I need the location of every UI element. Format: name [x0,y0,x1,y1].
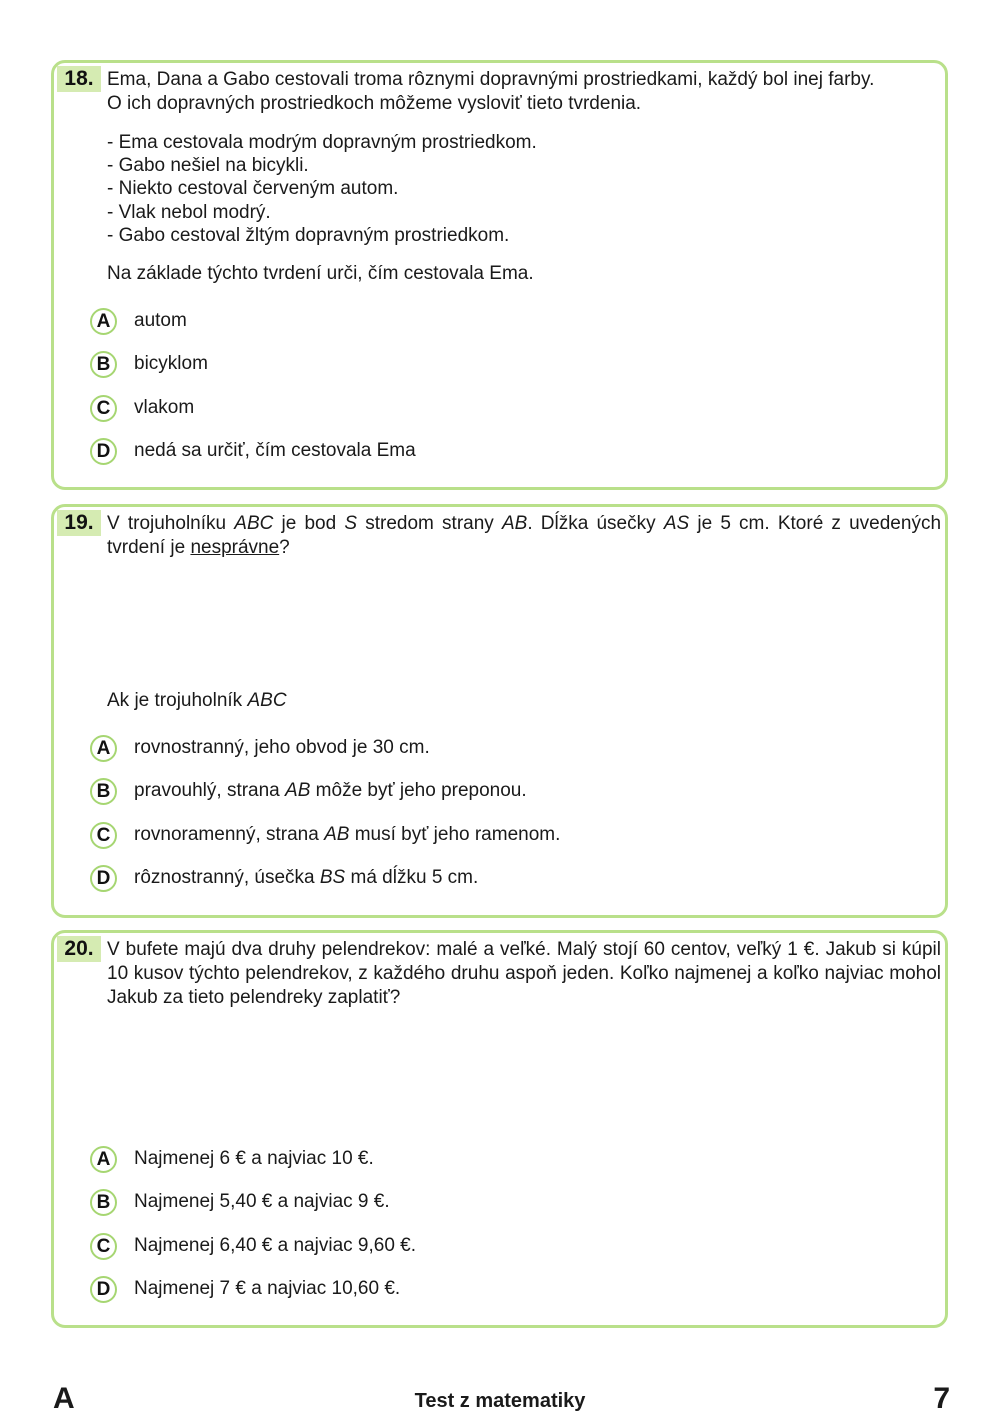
text-part: AB [501,513,528,534]
option-label-part: rovnoramenný, strana [134,824,325,845]
option-label: autom [134,310,187,331]
page-number: 7 [933,1382,950,1415]
option-label-part: musí byť jeho ramenom. [349,824,561,845]
option-letter-badge[interactable]: B [90,351,117,378]
question-text-line: Ema, Dana a Gabo cestovali troma rôznymi dopravnými prostriedkami, každý bol inej farby. [107,69,875,90]
text-part: stredom strany [357,513,502,534]
text-part: V trojuholníku [107,513,235,534]
option-label-part: rôznostranný, úsečka [134,867,320,888]
answer-option-d[interactable] [90,436,416,466]
option-label-part: AB [324,824,350,845]
option-letter-badge[interactable]: C [90,822,117,849]
prompt-part: Ak je trojuholník [107,690,248,711]
statement-item: - Niekto cestoval červeným autom. [107,177,537,200]
text-part: . Dĺžka úsečky [527,513,664,534]
question-20-box [51,930,948,1328]
prompt-part: ABC [247,690,287,711]
statement-item: - Gabo cestoval žltým dopravným prostriedkom. [107,224,537,247]
option-letter-badge[interactable]: B [90,1189,117,1216]
question-text [107,68,941,116]
emphasized-word: nesprávne [190,537,280,558]
option-letter-badge[interactable]: A [90,1146,117,1173]
option-label-part: môže byť jeho preponou. [310,780,527,801]
option-letter-badge[interactable]: C [90,1233,117,1260]
option-label [134,866,478,890]
question-text-line: O ich dopravných prostriedkoch môžeme vysloviť tieto tvrdenia. [107,93,642,114]
option-label: Najmenej 7 € a najviac 10,60 €. [134,1278,401,1299]
option-label [134,779,527,803]
option-label-part: pravouhlý, strana [134,780,286,801]
test-variant-label: A [53,1382,75,1415]
option-label-part: rovnostranný, jeho obvod je 30 cm. [134,737,430,758]
question-18-box [51,60,948,490]
answer-option-b[interactable] [90,1187,390,1217]
option-label [134,736,430,760]
option-label: Najmenej 5,40 € a najviac 9 €. [134,1191,390,1212]
option-label [134,823,560,847]
answer-option-c[interactable] [90,820,560,850]
answer-option-d[interactable] [90,1274,400,1304]
question-number: 19. [57,510,101,536]
option-letter-badge[interactable]: D [90,865,117,892]
question-19-box [51,504,948,918]
option-label: Najmenej 6,40 € a najviac 9,60 €. [134,1235,417,1256]
text-part: ABC [234,513,274,534]
option-label-part: BS [319,867,346,888]
answer-option-d[interactable] [90,863,478,893]
question-prompt [107,689,287,713]
question-text: V bufete majú dva druhy pelendrekov: malé a veľké. Malý stojí 60 centov, veľký 1 €. Jakub si kúpil 10 kusov týchto pelendrekov, z každého druhu aspoň jeden. Koľko najmenej a koľko najviac mohol Jakub za tieto pelendreky zaplatiť? [107,939,941,1008]
answer-option-a[interactable] [90,733,430,763]
option-letter-badge[interactable]: D [90,1276,117,1303]
answer-option-a[interactable] [90,306,187,336]
question-text [107,512,941,560]
answer-option-c[interactable] [90,1231,416,1261]
footer-title: Test z matematiky [414,1390,586,1412]
text-part: je bod [273,513,345,534]
option-label: Najmenej 6 € a najviac 10 €. [134,1148,374,1169]
statement-item: - Vlak nebol modrý. [107,201,537,224]
question-number: 20. [57,936,101,962]
option-label: bicyklom [134,353,208,374]
answer-option-b[interactable] [90,776,527,806]
text-part: je 5 cm. Ktoré z uvedených tvrdení je [107,513,942,558]
option-label-part: má dĺžku 5 cm. [345,867,479,888]
answer-option-c[interactable] [90,393,194,423]
option-label: vlakom [134,397,195,418]
text-part: ? [279,537,290,558]
option-letter-badge[interactable]: A [90,735,117,762]
option-label: nedá sa určiť, čím cestovala Ema [134,440,416,461]
option-letter-badge[interactable]: D [90,438,117,465]
option-label-part: AB [285,780,311,801]
answer-option-a[interactable] [90,1144,374,1174]
statement-item: - Gabo nešiel na bicykli. [107,154,537,177]
option-letter-badge[interactable]: B [90,778,117,805]
statement-list [107,131,537,247]
question-number: 18. [57,66,101,92]
option-letter-badge[interactable]: A [90,308,117,335]
text-part: AS [663,513,690,534]
statement-item: - Ema cestovala modrým dopravným prostriedkom. [107,131,537,154]
text-part: S [344,513,358,534]
option-letter-badge[interactable]: C [90,395,117,422]
question-prompt: Na základe týchto tvrdení urči, čím cestovala Ema. [107,263,534,284]
answer-option-b[interactable] [90,349,208,379]
